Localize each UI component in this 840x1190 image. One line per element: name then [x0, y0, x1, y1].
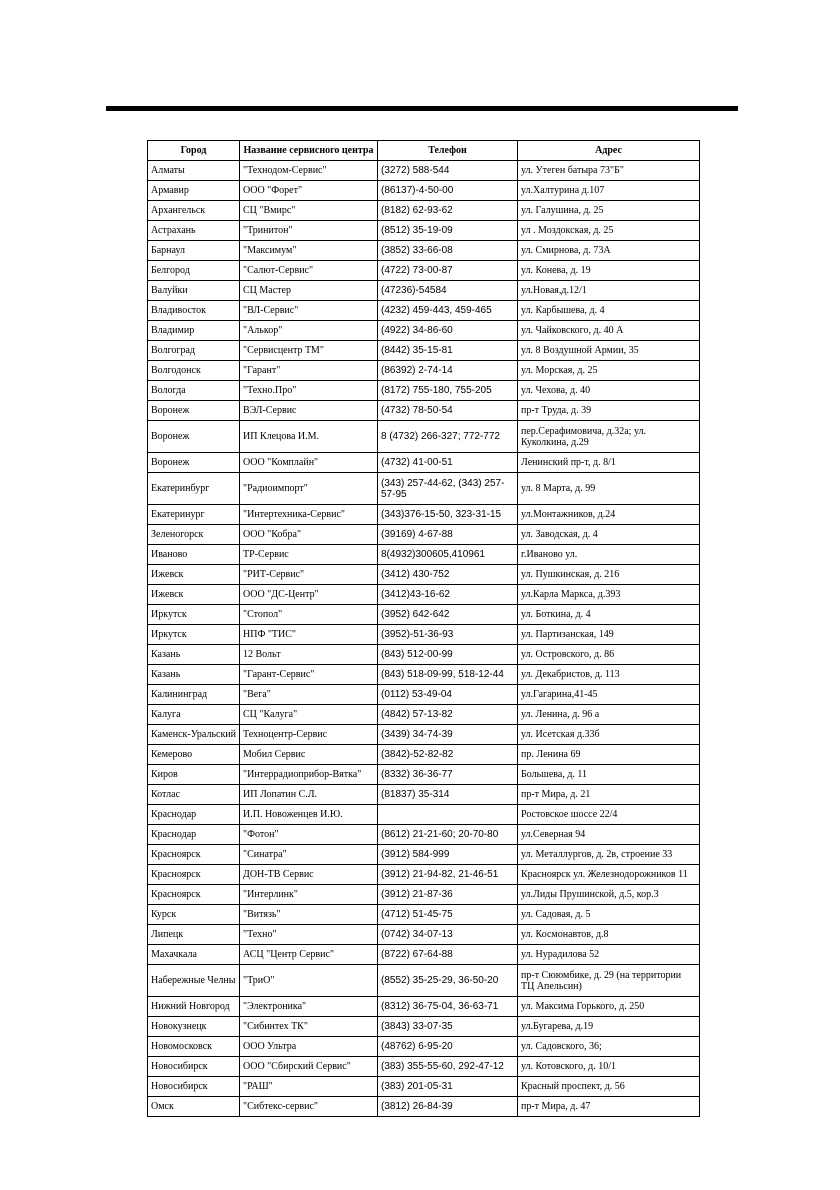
- cell-address: ул.Новая,д.12/1: [518, 281, 700, 301]
- cell-city: Нижний Новгород: [148, 997, 240, 1017]
- cell-phone: (47236)-54584: [378, 281, 518, 301]
- cell-address: пр-т Труда, д. 39: [518, 401, 700, 421]
- cell-city: Красноярск: [148, 885, 240, 905]
- cell-address: ул. Ленина, д. 96 а: [518, 705, 700, 725]
- cell-city: Новокузнецк: [148, 1017, 240, 1037]
- table-row: [148, 421, 700, 453]
- cell-address: ул.Карла Маркса, д.393: [518, 585, 700, 605]
- cell-phone: (86137)-4-50-00: [378, 181, 518, 201]
- table-row: [148, 945, 700, 965]
- cell-address: ул. Карбышева, д. 4: [518, 301, 700, 321]
- cell-address: ул. 8 Воздушной Армии, 35: [518, 341, 700, 361]
- cell-phone: (3812) 26-84-39: [378, 1097, 518, 1117]
- cell-service: "Гарант-Сервис": [240, 665, 378, 685]
- cell-service: "Вега": [240, 685, 378, 705]
- cell-service: "ВЛ-Сервис": [240, 301, 378, 321]
- cell-city: Иркутск: [148, 605, 240, 625]
- cell-service: ИП Лопатин С.Л.: [240, 785, 378, 805]
- table-row: [148, 605, 700, 625]
- service-centers-table: [147, 140, 700, 1117]
- cell-phone: (3912) 21-94-82, 21-46-51: [378, 865, 518, 885]
- cell-service: "РИТ-Сервис": [240, 565, 378, 585]
- cell-phone: (0742) 34-07-13: [378, 925, 518, 945]
- table-row: [148, 545, 700, 565]
- cell-service: "Интеррадиоприбор-Вятка": [240, 765, 378, 785]
- cell-service: "Витязь": [240, 905, 378, 925]
- cell-phone: (3412) 430-752: [378, 565, 518, 585]
- cell-address: ул. Котовского, д. 10/1: [518, 1057, 700, 1077]
- cell-service: И.П. Новоженцев И.Ю.: [240, 805, 378, 825]
- cell-city: Краснодар: [148, 805, 240, 825]
- cell-address: ул. Островского, д. 86: [518, 645, 700, 665]
- cell-service: АСЦ "Центр Сервис": [240, 945, 378, 965]
- table-row: [148, 1017, 700, 1037]
- cell-city: Волгоград: [148, 341, 240, 361]
- cell-city: Липецк: [148, 925, 240, 945]
- table-row: [148, 865, 700, 885]
- cell-city: Котлас: [148, 785, 240, 805]
- cell-city: Ижевск: [148, 565, 240, 585]
- cell-phone: (3439) 34-74-39: [378, 725, 518, 745]
- cell-service: "Интерлинк": [240, 885, 378, 905]
- cell-city: Барнаул: [148, 241, 240, 261]
- cell-phone: (4732) 41-00-51: [378, 453, 518, 473]
- cell-service: "Салют-Сервис": [240, 261, 378, 281]
- table-row: [148, 321, 700, 341]
- cell-address: ул. Морская, д. 25: [518, 361, 700, 381]
- cell-service: "Интертехника-Сервис": [240, 505, 378, 525]
- cell-phone: (86392) 2-74-14: [378, 361, 518, 381]
- cell-address: ул. Садовского, 36;: [518, 1037, 700, 1057]
- table-row: [148, 301, 700, 321]
- cell-phone: (3912) 21-87-36: [378, 885, 518, 905]
- cell-city: Набережные Челны: [148, 965, 240, 997]
- cell-address: Красноярск ул. Железнодорожников 11: [518, 865, 700, 885]
- table-header-row: [148, 141, 700, 161]
- cell-service: "Синатра": [240, 845, 378, 865]
- cell-phone: (4232) 459-443, 459-465: [378, 301, 518, 321]
- cell-phone: (8552) 35-25-29, 36-50-20: [378, 965, 518, 997]
- table-row: [148, 905, 700, 925]
- table-row: [148, 745, 700, 765]
- cell-phone: [378, 805, 518, 825]
- cell-phone: (8172) 755-180, 755-205: [378, 381, 518, 401]
- cell-phone: (3412)43-16-62: [378, 585, 518, 605]
- cell-phone: (8442) 35-15-81: [378, 341, 518, 361]
- table-row: [148, 645, 700, 665]
- cell-phone: (8182) 62-93-62: [378, 201, 518, 221]
- table-row: [148, 805, 700, 825]
- cell-phone: (383) 201-05-31: [378, 1077, 518, 1097]
- table-row: [148, 565, 700, 585]
- cell-city: Белгород: [148, 261, 240, 281]
- cell-city: Кемерово: [148, 745, 240, 765]
- cell-address: Ростовское шоссе 22/4: [518, 805, 700, 825]
- cell-address: ул.Бугарева, д.19: [518, 1017, 700, 1037]
- cell-service: ООО "Форет": [240, 181, 378, 201]
- header-rule: [106, 106, 738, 111]
- cell-address: ул. Партизанская, 149: [518, 625, 700, 645]
- cell-phone: 8(4932)300605,410961: [378, 545, 518, 565]
- cell-city: Архангельск: [148, 201, 240, 221]
- table-row: [148, 925, 700, 945]
- cell-service: ООО "Сбирский Сервис": [240, 1057, 378, 1077]
- cell-city: Воронеж: [148, 453, 240, 473]
- cell-address: пр-т Сююмбике, д. 29 (на территории ТЦ Апельсин): [518, 965, 700, 997]
- cell-phone: (8512) 35-19-09: [378, 221, 518, 241]
- table-row: [148, 525, 700, 545]
- table-row: [148, 705, 700, 725]
- cell-address: ул. Декабристов, д. 113: [518, 665, 700, 685]
- cell-address: ул.Халтурина д.107: [518, 181, 700, 201]
- cell-address: ул. Чехова, д. 40: [518, 381, 700, 401]
- cell-city: Красноярск: [148, 865, 240, 885]
- cell-phone: (843) 518-09-99, 518-12-44: [378, 665, 518, 685]
- cell-service: Техноцентр-Сервис: [240, 725, 378, 745]
- cell-city: Зеленогорск: [148, 525, 240, 545]
- cell-address: ул. Исетская д.33б: [518, 725, 700, 745]
- cell-city: Новомосковск: [148, 1037, 240, 1057]
- cell-city: Киров: [148, 765, 240, 785]
- table-row: [148, 825, 700, 845]
- cell-phone: (4722) 73-00-87: [378, 261, 518, 281]
- cell-city: Казань: [148, 645, 240, 665]
- table-row: [148, 241, 700, 261]
- table-row: [148, 473, 700, 505]
- table-row: [148, 625, 700, 645]
- cell-phone: (3272) 588-544: [378, 161, 518, 181]
- cell-service: "Радиоимпорт": [240, 473, 378, 505]
- cell-city: Краснодар: [148, 825, 240, 845]
- cell-service: "Максимум": [240, 241, 378, 261]
- cell-address: Ленинский пр-т, д. 8/1: [518, 453, 700, 473]
- cell-service: ДОН-ТВ Сервис: [240, 865, 378, 885]
- cell-phone: (4712) 51-45-75: [378, 905, 518, 925]
- cell-city: Новосибирск: [148, 1057, 240, 1077]
- cell-city: Алматы: [148, 161, 240, 181]
- cell-phone: (8312) 36-75-04, 36-63-71: [378, 997, 518, 1017]
- cell-phone: (0112) 53-49-04: [378, 685, 518, 705]
- cell-address: ул. Нурадилова 52: [518, 945, 700, 965]
- cell-service: 12 Вольт: [240, 645, 378, 665]
- table-row: [148, 845, 700, 865]
- cell-address: ул.Гагарина,41-45: [518, 685, 700, 705]
- cell-address: ул. Металлургов, д. 2в, строение 33: [518, 845, 700, 865]
- table-row: [148, 201, 700, 221]
- table-row: [148, 585, 700, 605]
- header-phone: Телефон: [378, 141, 518, 161]
- cell-city: Воронеж: [148, 401, 240, 421]
- cell-city: Каменск-Уральский: [148, 725, 240, 745]
- header-address: Адрес: [518, 141, 700, 161]
- cell-service: СЦ "Калуга": [240, 705, 378, 725]
- cell-city: Екатеринург: [148, 505, 240, 525]
- cell-city: Владимир: [148, 321, 240, 341]
- header-city: Город: [148, 141, 240, 161]
- cell-address: Большева, д. 11: [518, 765, 700, 785]
- cell-city: Валуйки: [148, 281, 240, 301]
- cell-phone: (48762) 6-95-20: [378, 1037, 518, 1057]
- cell-phone: (4922) 34-86-60: [378, 321, 518, 341]
- cell-service: "Тринитон": [240, 221, 378, 241]
- cell-city: Воронеж: [148, 421, 240, 453]
- cell-city: Курск: [148, 905, 240, 925]
- table-row: [148, 1077, 700, 1097]
- cell-city: Казань: [148, 665, 240, 685]
- cell-city: Ижевск: [148, 585, 240, 605]
- cell-address: ул. Космонавтов, д.8: [518, 925, 700, 945]
- table-row: [148, 401, 700, 421]
- cell-service: "Электроника": [240, 997, 378, 1017]
- cell-service: "Стопол": [240, 605, 378, 625]
- cell-city: Иркутск: [148, 625, 240, 645]
- cell-phone: (343) 257-44-62, (343) 257-57-95: [378, 473, 518, 505]
- cell-city: Екатеринбург: [148, 473, 240, 505]
- table-row: [148, 965, 700, 997]
- table-body: [148, 161, 700, 1117]
- cell-address: Красный проспект, д. 56: [518, 1077, 700, 1097]
- cell-service: "РАШ": [240, 1077, 378, 1097]
- cell-phone: (8722) 67-64-88: [378, 945, 518, 965]
- cell-phone: (81837) 35-314: [378, 785, 518, 805]
- cell-phone: (4842) 57-13-82: [378, 705, 518, 725]
- cell-city: Астрахань: [148, 221, 240, 241]
- cell-service: Мобил Сервис: [240, 745, 378, 765]
- cell-address: г.Иваново ул.: [518, 545, 700, 565]
- cell-service: "Гарант": [240, 361, 378, 381]
- cell-service: ООО "Кобра": [240, 525, 378, 545]
- cell-service: ООО "Комплайн": [240, 453, 378, 473]
- cell-phone: (3952)-51-36-93: [378, 625, 518, 645]
- cell-service: "Фотон": [240, 825, 378, 845]
- cell-service: ООО Ультра: [240, 1037, 378, 1057]
- cell-city: Вологда: [148, 381, 240, 401]
- cell-service: ИП Клецова И.М.: [240, 421, 378, 453]
- table-row: [148, 685, 700, 705]
- table-row: [148, 785, 700, 805]
- cell-address: ул. Смирнова, д. 73А: [518, 241, 700, 261]
- cell-address: ул. Конева, д. 19: [518, 261, 700, 281]
- cell-address: ул.Лиды Прушинской, д.5, кор.3: [518, 885, 700, 905]
- cell-city: Армавир: [148, 181, 240, 201]
- cell-address: ул. 8 Марта, д. 99: [518, 473, 700, 505]
- cell-phone: (3842)-52-82-82: [378, 745, 518, 765]
- cell-address: пр-т Мира, д. 47: [518, 1097, 700, 1117]
- cell-service: "ТриО": [240, 965, 378, 997]
- cell-city: Калининград: [148, 685, 240, 705]
- cell-service: "Технодом-Сервис": [240, 161, 378, 181]
- table-row: [148, 281, 700, 301]
- cell-service: СЦ Мастер: [240, 281, 378, 301]
- cell-service: "Техно.Про": [240, 381, 378, 401]
- table-row: [148, 453, 700, 473]
- cell-address: ул. Галушина, д. 25: [518, 201, 700, 221]
- table-row: [148, 885, 700, 905]
- cell-address: ул. Утеген батыра 73"Б": [518, 161, 700, 181]
- cell-phone: (3843) 33-07-35: [378, 1017, 518, 1037]
- table-row: [148, 997, 700, 1017]
- cell-address: ул. Садовая, д. 5: [518, 905, 700, 925]
- cell-address: ул. Боткина, д. 4: [518, 605, 700, 625]
- cell-service: ВЭЛ-Сервис: [240, 401, 378, 421]
- table-row: [148, 261, 700, 281]
- cell-address: ул. Заводская, д. 4: [518, 525, 700, 545]
- cell-address: пер.Серафимовича, д.32а; ул. Куколкина, д.29: [518, 421, 700, 453]
- cell-phone: (3852) 33-66-08: [378, 241, 518, 261]
- cell-city: Красноярск: [148, 845, 240, 865]
- cell-service: НПФ "ТИС": [240, 625, 378, 645]
- cell-service: ТР-Сервис: [240, 545, 378, 565]
- cell-phone: (843) 512-00-99: [378, 645, 518, 665]
- table-row: [148, 765, 700, 785]
- table-row: [148, 161, 700, 181]
- table-row: [148, 1057, 700, 1077]
- cell-service: "Сибинтех ТК": [240, 1017, 378, 1037]
- table-row: [148, 1097, 700, 1117]
- header-service: Название сервисного центра: [240, 141, 378, 161]
- cell-phone: (4732) 78-50-54: [378, 401, 518, 421]
- cell-address: пр. Ленина 69: [518, 745, 700, 765]
- table-row: [148, 221, 700, 241]
- table-row: [148, 1037, 700, 1057]
- table-row: [148, 381, 700, 401]
- table-row: [148, 665, 700, 685]
- cell-address: ул . Моздокская, д. 25: [518, 221, 700, 241]
- cell-address: ул.Монтажников, д.24: [518, 505, 700, 525]
- cell-phone: (8332) 36-36-77: [378, 765, 518, 785]
- cell-city: Махачкала: [148, 945, 240, 965]
- cell-city: Омск: [148, 1097, 240, 1117]
- cell-service: СЦ "Вмирс": [240, 201, 378, 221]
- cell-city: Волгодонск: [148, 361, 240, 381]
- cell-city: Иваново: [148, 545, 240, 565]
- table-row: [148, 341, 700, 361]
- cell-service: ООО "ДС-Центр": [240, 585, 378, 605]
- table-row: [148, 725, 700, 745]
- cell-phone: (343)376-15-50, 323-31-15: [378, 505, 518, 525]
- cell-address: ул.Северная 94: [518, 825, 700, 845]
- cell-address: пр-т Мира, д. 21: [518, 785, 700, 805]
- cell-service: "Алькор": [240, 321, 378, 341]
- cell-service: "Техно": [240, 925, 378, 945]
- cell-phone: 8 (4732) 266-327; 772-772: [378, 421, 518, 453]
- cell-phone: (3952) 642-642: [378, 605, 518, 625]
- table-row: [148, 505, 700, 525]
- cell-city: Владивосток: [148, 301, 240, 321]
- cell-city: Калуга: [148, 705, 240, 725]
- table-row: [148, 181, 700, 201]
- cell-service: "Сервисцентр ТМ": [240, 341, 378, 361]
- cell-phone: (8612) 21-21-60; 20-70-80: [378, 825, 518, 845]
- table-row: [148, 361, 700, 381]
- cell-phone: (39169) 4-67-88: [378, 525, 518, 545]
- cell-address: ул. Чайковского, д. 40 А: [518, 321, 700, 341]
- cell-phone: (383) 355-55-60, 292-47-12: [378, 1057, 518, 1077]
- cell-service: "Сибтекс-сервис": [240, 1097, 378, 1117]
- cell-city: Новосибирск: [148, 1077, 240, 1097]
- cell-address: ул. Пушкинская, д. 216: [518, 565, 700, 585]
- cell-phone: (3912) 584-999: [378, 845, 518, 865]
- cell-address: ул. Максима Горького, д. 250: [518, 997, 700, 1017]
